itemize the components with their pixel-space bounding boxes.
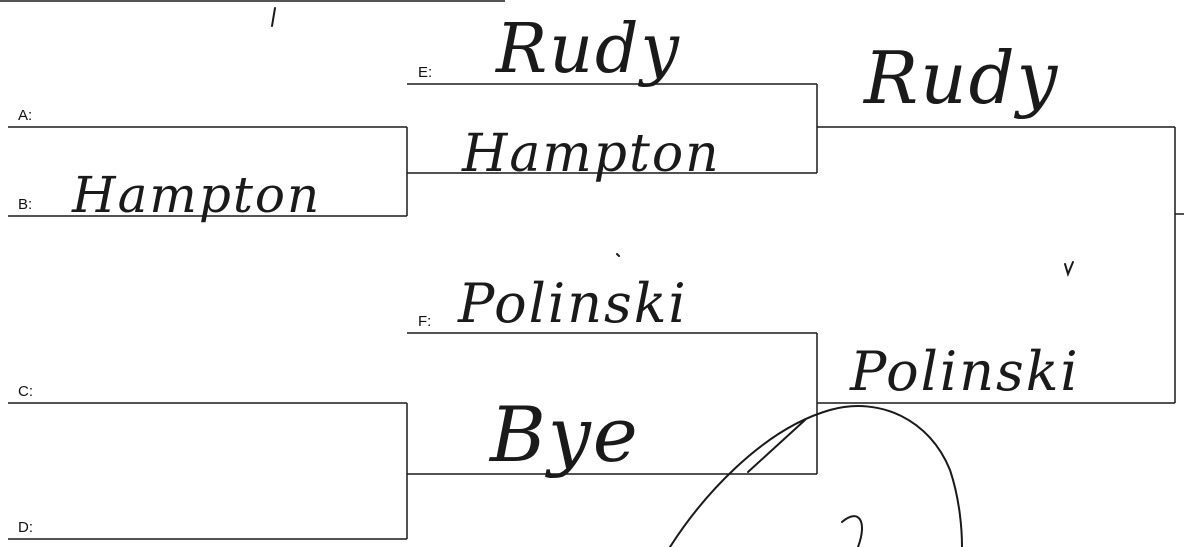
pen-tick-top [272,8,275,26]
pen-dot [617,254,619,256]
pen-check-mark [1065,262,1073,274]
slot-label-c: C: [18,383,33,400]
r2-lower-lower-entry: Bye [490,390,640,479]
slot-label-e: E: [418,64,433,81]
slot-b-entry: Hampton [72,166,322,224]
slot-label-f: F: [418,313,432,330]
slot-label-a: A: [18,107,33,124]
semifinal-bottom-winner: Polinski [850,340,1080,403]
pen-loop-scribble [670,406,962,547]
semifinal-top-winner: Rudy [864,36,1060,120]
slot-label-d: D: [18,519,33,536]
slot-f-entry: Polinski [458,272,688,335]
slot-e-entry: Rudy [496,10,681,89]
slot-label-b: B: [18,196,33,213]
pen-small-hook [842,516,862,547]
r2-upper-lower-entry: Hampton [462,124,721,184]
pen-cross-stroke [748,420,805,472]
